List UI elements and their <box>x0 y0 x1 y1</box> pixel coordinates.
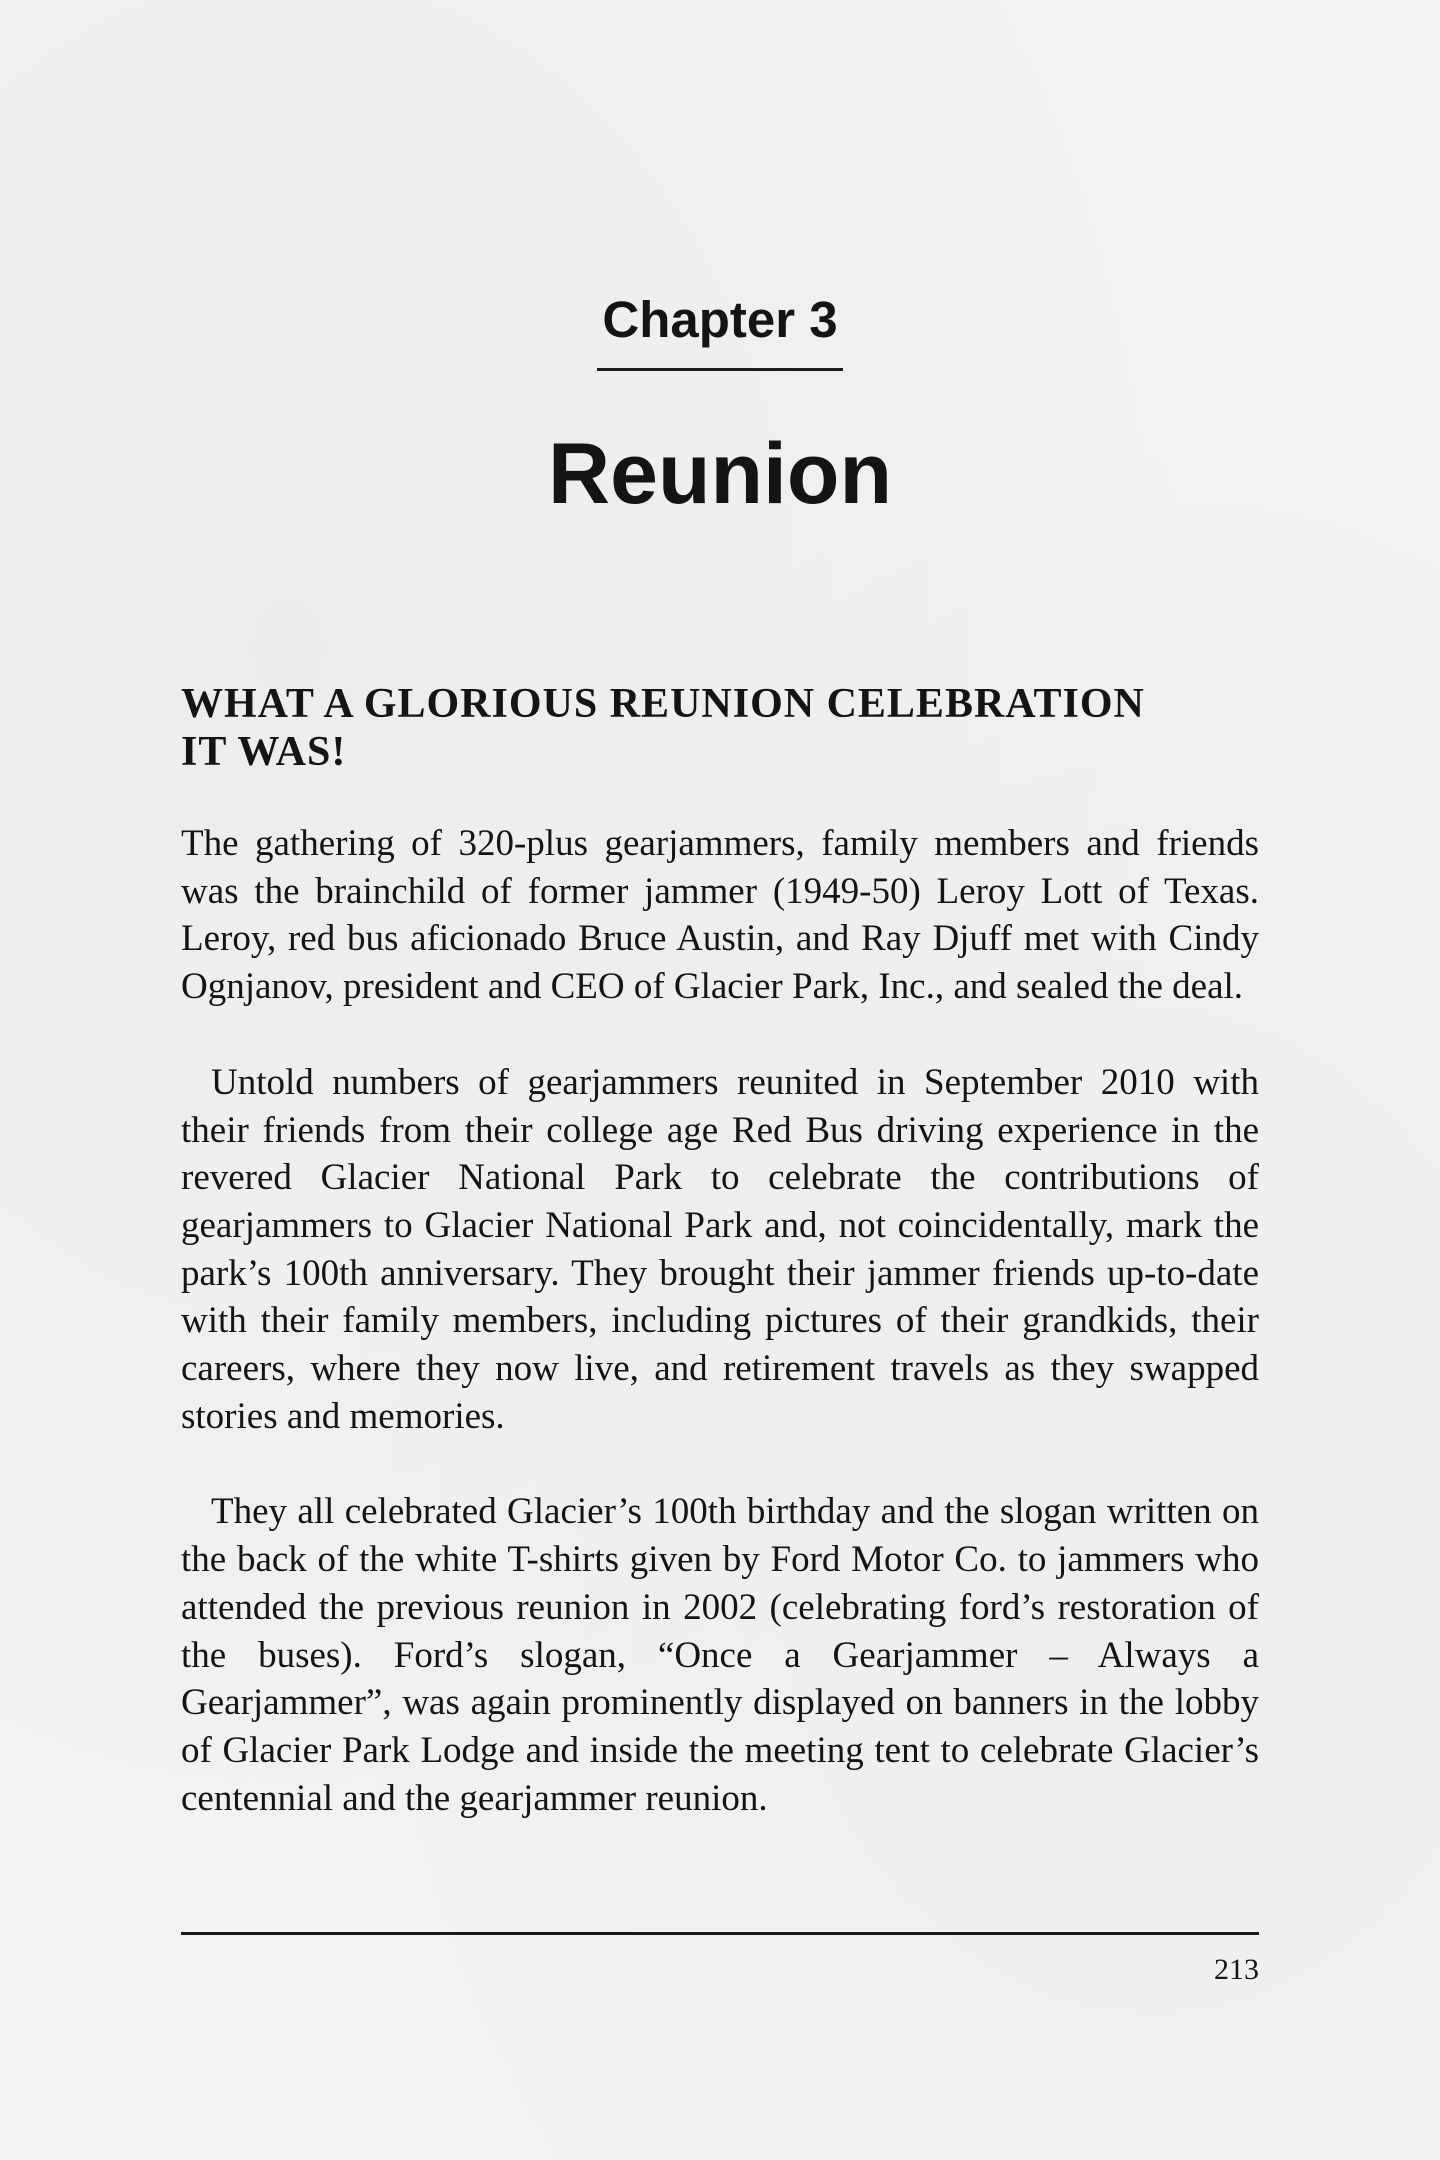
section-heading <box>181 680 1261 776</box>
section-heading-line-1: WHAT A GLORIOUS REUNION CELEBRATION <box>181 681 1145 727</box>
paragraph-2: Untold numbers of gearjammers reunited in September 2010 with their friends from their college age Red Bus driving experience in the revered Glacier National Park to celebrate the contributions of gearjammers to Glacier National Park and, not coincidentally, mark the park’s 100th anniversary. They brought their jammer friends up-to-date with their family members, including pictures of their grandkids, their careers, where they now live, and retirement travels as they swapped stories and memories. <box>181 1061 1259 1437</box>
footer-divider <box>181 1932 1259 1935</box>
page-number: 213 <box>1214 1953 1259 1986</box>
chapter-title: Reunion <box>548 426 892 522</box>
chapter-divider <box>597 368 843 371</box>
paragraph-1: The gathering of 320-plus gearjammers, family members and friends was the brainchild of former jammer (1949-50) Leroy Lott of Texas. Leroy, red bus aficionado Bruce Austin, and Ray Djuff met with Cindy Ognjanov, president and CEO of Glacier Park, Inc., and sealed the deal. <box>181 823 1259 1008</box>
body-text <box>181 820 1259 1870</box>
section-heading-line-2: IT WAS! <box>181 729 347 775</box>
paragraph-3: They all celebrated Glacier’s 100th birthday and the slogan written on the back of the white T-shirts given by Ford Motor Co. to jammers who attended the previous reunion in 2002 (celebrating ford’s restoration of the buses). Ford’s slogan, “Once a Gearjammer – Always a Gearjammer”, was again prominently displayed on banners in the lobby of Glacier Park Lodge and inside the meeting tent to celebrate Glacier’s centennial and the gearjammer reunion. <box>181 1491 1259 1819</box>
chapter-label: Chapter 3 <box>602 291 838 348</box>
